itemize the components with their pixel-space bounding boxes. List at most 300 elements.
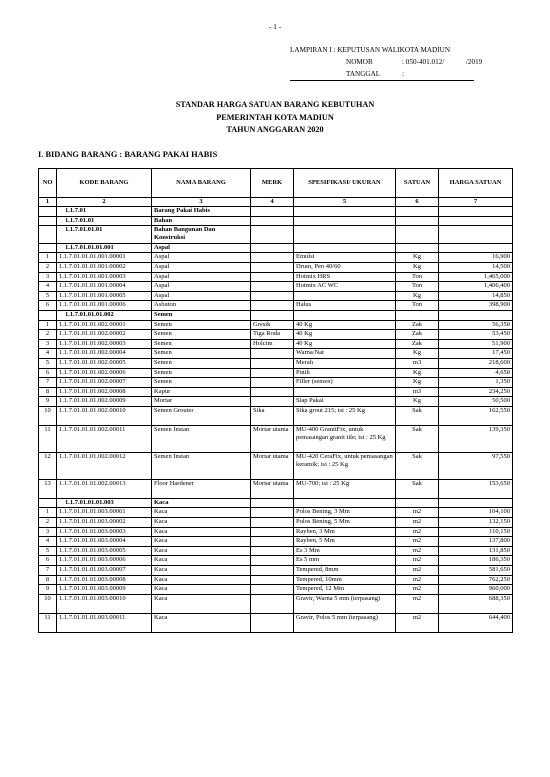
cell-merk	[251, 310, 294, 320]
document-heading	[0, 99, 550, 137]
cell-spec	[294, 216, 396, 226]
cell-code: 1.1.7.01.01.01.003.00006	[57, 556, 152, 566]
table-row	[39, 585, 513, 595]
cell-name: Kaca	[152, 508, 251, 518]
cell-spec: Siap Pakai	[294, 397, 396, 407]
cell-unit: m2	[396, 527, 439, 537]
cell-code: 1.1.7.01.01.01.002.00013	[57, 479, 152, 498]
col-number: 6	[396, 198, 439, 207]
cell-name: Kaca	[152, 594, 251, 613]
cell-code: 1.1.7.01.01.01.003.00004	[57, 537, 152, 547]
cell-unit	[396, 207, 439, 217]
cell-spec: Drum, Pen 40/60	[294, 262, 396, 272]
cell-unit	[396, 243, 439, 253]
cell-code: 1.1.7.01	[57, 207, 152, 217]
cell-price: 581,650	[439, 566, 513, 576]
cell-no: 7	[39, 566, 57, 576]
cell-unit: Sak	[396, 479, 439, 498]
cell-name: Semen	[152, 330, 251, 340]
cell-code: 1.1.7.01.01.01.003.00003	[57, 527, 152, 537]
cell-code: 1.1.7.01.01.01.001.00006	[57, 301, 152, 311]
cell-code: 1.1.7.01.01.01.003.00009	[57, 585, 152, 595]
cell-merk	[251, 498, 294, 508]
cell-no: 3	[39, 272, 57, 282]
cell-name: Asbuton	[152, 301, 251, 311]
col-number: 1	[39, 198, 57, 207]
cell-unit: Zak	[396, 330, 439, 340]
cell-unit: Sak	[396, 406, 439, 425]
cell-no: 7	[39, 378, 57, 388]
cell-spec	[294, 243, 396, 253]
cell-code: 1.1.7.01.01.01.002.00012	[57, 452, 152, 479]
header-no: NO	[39, 169, 57, 198]
cell-code: 1.1.7.01.01.01.001.00002	[57, 262, 152, 272]
cell-name: Kaca	[152, 518, 251, 528]
col-number: 4	[251, 198, 294, 207]
cell-unit: m3	[396, 387, 439, 397]
cell-unit: m2	[396, 575, 439, 585]
cell-price: 762,250	[439, 575, 513, 585]
cell-no	[39, 498, 57, 508]
cell-merk	[251, 378, 294, 388]
cell-unit: m2	[396, 537, 439, 547]
cell-unit: Sak	[396, 452, 439, 479]
cell-spec: Filler (semen)	[294, 378, 396, 388]
header-merk: MERK	[251, 169, 294, 198]
cell-name: Aspal	[152, 262, 251, 272]
cell-no: 2	[39, 262, 57, 272]
cell-price: 139,350	[439, 425, 513, 452]
cell-name: Kaca	[152, 556, 251, 566]
cell-merk	[251, 508, 294, 518]
cell-unit	[396, 310, 439, 320]
cell-name: Aspal	[152, 282, 251, 292]
cell-spec: Emulsi	[294, 253, 396, 263]
cell-price	[439, 310, 513, 320]
cell-unit: Kg	[396, 397, 439, 407]
cell-price: 398,900	[439, 301, 513, 311]
cell-name: Semen	[152, 339, 251, 349]
cell-merk	[251, 291, 294, 301]
col-number: 3	[152, 198, 251, 207]
cell-price: 14,850	[439, 291, 513, 301]
cell-spec: Tempered, 10mm	[294, 575, 396, 585]
cell-price	[439, 216, 513, 226]
table-row	[39, 349, 513, 359]
cell-price: 960,000	[439, 585, 513, 595]
price-table	[38, 168, 513, 633]
cell-price: 110,150	[439, 527, 513, 537]
cell-spec: Hotmix AC WC	[294, 282, 396, 292]
table-row	[39, 387, 513, 397]
cell-spec: 40 Kg	[294, 339, 396, 349]
col-number: 7	[439, 198, 513, 207]
cell-price	[439, 207, 513, 217]
group-row	[39, 243, 513, 253]
cell-code: 1.1.7.01.01.01.002.00004	[57, 349, 152, 359]
table-row	[39, 546, 513, 556]
cell-spec: Gravir, Warna 5 mm (terpasang)	[294, 594, 396, 613]
cell-spec: Merah	[294, 358, 396, 368]
cell-spec: Polos Bening, 3 Mm	[294, 508, 396, 518]
cell-code: 1.1.7.01.01.01.001.00003	[57, 272, 152, 282]
cell-name: Kaca	[152, 498, 251, 508]
cell-unit: Kg	[396, 368, 439, 378]
cell-spec: Warna/Nat	[294, 349, 396, 359]
cell-name: Aspal	[152, 253, 251, 263]
cell-no: 9	[39, 585, 57, 595]
cell-no: 2	[39, 518, 57, 528]
cell-merk	[251, 272, 294, 282]
col-number: 5	[294, 198, 396, 207]
cell-unit: Kg	[396, 262, 439, 272]
cell-unit: m2	[396, 508, 439, 518]
cell-merk	[251, 253, 294, 263]
cell-no: 9	[39, 397, 57, 407]
heading-line-2: PEMERINTAH KOTA MADIUN	[216, 112, 334, 122]
cell-code: 1.1.7.01.01.01.002.00001	[57, 320, 152, 330]
cell-code: 1.1.7.01.01.01.003.00010	[57, 594, 152, 613]
cell-merk: Sika	[251, 406, 294, 425]
cell-merk	[251, 537, 294, 547]
cell-merk: Gresik	[251, 320, 294, 330]
lampiran-title: LAMPIRAN I : KEPUTUSAN WALIKOTA MADIUN	[290, 46, 451, 54]
cell-merk	[251, 262, 294, 272]
cell-merk	[251, 243, 294, 253]
cell-code: 1.1.7.01.01.01.002.00009	[57, 397, 152, 407]
table-row	[39, 282, 513, 292]
cell-spec	[294, 387, 396, 397]
cell-no: 6	[39, 368, 57, 378]
cell-price: 97,550	[439, 452, 513, 479]
cell-price: 137,800	[439, 537, 513, 547]
cell-code: 1.1.7.01.01.01.001.00005	[57, 291, 152, 301]
cell-merk	[251, 349, 294, 359]
cell-merk: Mortar utama	[251, 479, 294, 498]
cell-spec	[294, 207, 396, 217]
cell-name: Floor Hardener	[152, 479, 251, 498]
cell-code: 1.1.7.01.01.01.003.00007	[57, 566, 152, 576]
cell-code: 1.1.7.01.01.01.003.00011	[57, 613, 152, 632]
cell-price: 14,500	[439, 262, 513, 272]
cell-code: 1.1.7.01.01.01.003.00002	[57, 518, 152, 528]
table-row	[39, 358, 513, 368]
table-row	[39, 378, 513, 388]
cell-unit: Ton	[396, 282, 439, 292]
cell-unit: m2	[396, 613, 439, 632]
group-row	[39, 216, 513, 226]
cell-no: 5	[39, 546, 57, 556]
nomor-label: NOMOR	[346, 58, 373, 66]
section-title: I. BIDANG BARANG : BARANG PAKAI HABIS	[38, 150, 218, 159]
table-row	[39, 518, 513, 528]
table-row	[39, 556, 513, 566]
nomor-value: : 050-401.012/ /2019	[402, 58, 483, 66]
cell-name: Kaca	[152, 585, 251, 595]
header-kode: KODE BARANG	[57, 169, 152, 198]
cell-no: 11	[39, 425, 57, 452]
cell-name: Kaca	[152, 613, 251, 632]
cell-name: Aspal	[152, 272, 251, 282]
cell-price: 218,600	[439, 358, 513, 368]
cell-code: 1.1.7.01.01.01.001	[57, 243, 152, 253]
cell-merk: Mortar utama	[251, 452, 294, 479]
cell-spec: Tempered, 12 Mm	[294, 585, 396, 595]
table-row	[39, 508, 513, 518]
page-number: - 1 -	[268, 22, 282, 31]
cell-no: 4	[39, 349, 57, 359]
cell-no: 6	[39, 556, 57, 566]
cell-price: 1,406,400	[439, 282, 513, 292]
cell-price: 153,650	[439, 479, 513, 498]
table-row	[39, 262, 513, 272]
cell-spec: Rayben, 3 Mm	[294, 527, 396, 537]
cell-no: 1	[39, 320, 57, 330]
cell-merk: Mortar utama	[251, 425, 294, 452]
cell-code: 1.1.7.01.01	[57, 216, 152, 226]
cell-price: 1,465,000	[439, 272, 513, 282]
cell-name: Mortar	[152, 397, 251, 407]
table-row	[39, 594, 513, 613]
cell-unit: Kg	[396, 253, 439, 263]
cell-merk	[251, 368, 294, 378]
cell-name: Semen	[152, 378, 251, 388]
header-spesifikasi: SPESIFIKASI/ UKURAN	[294, 169, 396, 198]
cell-price: 104,100	[439, 508, 513, 518]
cell-code: 1.1.7.01.01.01	[57, 226, 152, 244]
cell-no: 6	[39, 301, 57, 311]
cell-no: 13	[39, 479, 57, 498]
cell-name: Semen	[152, 320, 251, 330]
cell-price: 688,350	[439, 594, 513, 613]
tanggal-row	[290, 68, 482, 81]
cell-unit	[396, 498, 439, 508]
cell-code: 1.1.7.01.01.01.001.00004	[57, 282, 152, 292]
table-row	[39, 320, 513, 330]
cell-no: 1	[39, 508, 57, 518]
cell-unit: Sak	[396, 425, 439, 452]
cell-spec: MU-700; isi : 25 Kg	[294, 479, 396, 498]
cell-name: Barang Pakai Habis	[152, 207, 251, 217]
cell-no	[39, 243, 57, 253]
cell-name: Semen	[152, 368, 251, 378]
cell-merk	[251, 282, 294, 292]
cell-unit: Zak	[396, 320, 439, 330]
cell-spec	[294, 226, 396, 244]
cell-unit: m3	[396, 358, 439, 368]
cell-merk	[251, 358, 294, 368]
tanggal-value: :	[290, 68, 474, 81]
cell-spec: MU-400 GranitFix, untuk pemasangan granit tile; isi : 25 Kg	[294, 425, 396, 452]
cell-spec: Rayben, 5 Mm	[294, 537, 396, 547]
cell-unit: m2	[396, 585, 439, 595]
cell-price: 131,850	[439, 546, 513, 556]
cell-name: Kaca	[152, 546, 251, 556]
cell-unit: m2	[396, 546, 439, 556]
lampiran-block	[290, 44, 482, 81]
cell-code: 1.1.7.01.01.01.002	[57, 310, 152, 320]
cell-code: 1.1.7.01.01.01.001.00001	[57, 253, 152, 263]
cell-unit: Kg	[396, 378, 439, 388]
cell-merk	[251, 387, 294, 397]
cell-no: 10	[39, 406, 57, 425]
cell-price: 16,900	[439, 253, 513, 263]
cell-name: Kaca	[152, 575, 251, 585]
cell-no: 3	[39, 527, 57, 537]
table-row	[39, 339, 513, 349]
cell-spec	[294, 498, 396, 508]
table-body	[39, 207, 513, 633]
table-row	[39, 368, 513, 378]
cell-no	[39, 310, 57, 320]
cell-spec: Polos Bening, 5 Mm	[294, 518, 396, 528]
table-row	[39, 575, 513, 585]
cell-spec: Tempered, 8mm	[294, 566, 396, 576]
table-row	[39, 406, 513, 425]
cell-price: 644,400	[439, 613, 513, 632]
table-row	[39, 537, 513, 547]
cell-unit: m2	[396, 518, 439, 528]
cell-code: 1.1.7.01.01.01.002.00010	[57, 406, 152, 425]
cell-merk	[251, 226, 294, 244]
cell-price	[439, 243, 513, 253]
table-row	[39, 397, 513, 407]
cell-unit: m2	[396, 594, 439, 613]
cell-merk	[251, 594, 294, 613]
cell-price	[439, 498, 513, 508]
cell-spec	[294, 310, 396, 320]
cell-spec: 40 Kg	[294, 320, 396, 330]
cell-code: 1.1.7.01.01.01.003.00005	[57, 546, 152, 556]
cell-merk	[251, 556, 294, 566]
table-row	[39, 425, 513, 452]
cell-no: 10	[39, 594, 57, 613]
table-row	[39, 330, 513, 340]
cell-no: 8	[39, 387, 57, 397]
cell-name: Aspal	[152, 291, 251, 301]
cell-spec: Sika grout 215; isi : 25 Kg	[294, 406, 396, 425]
cell-no: 12	[39, 452, 57, 479]
cell-name: Aspal	[152, 243, 251, 253]
cell-spec: Es 5 mm	[294, 556, 396, 566]
table-row	[39, 566, 513, 576]
cell-code: 1.1.7.01.01.01.002.00007	[57, 378, 152, 388]
cell-no: 5	[39, 358, 57, 368]
cell-spec: Gravir, Polos 5 mm (terpasang)	[294, 613, 396, 632]
cell-name: Semen	[152, 349, 251, 359]
nomor-row	[290, 56, 482, 68]
cell-unit	[396, 216, 439, 226]
cell-no: 1	[39, 253, 57, 263]
cell-spec: Halus	[294, 301, 396, 311]
cell-spec	[294, 291, 396, 301]
group-row	[39, 310, 513, 320]
cell-code: 1.1.7.01.01.01.002.00005	[57, 358, 152, 368]
cell-no: 5	[39, 291, 57, 301]
cell-code: 1.1.7.01.01.01.002.00006	[57, 368, 152, 378]
cell-unit: Ton	[396, 272, 439, 282]
cell-code: 1.1.7.01.01.01.002.00003	[57, 339, 152, 349]
cell-price: 186,350	[439, 556, 513, 566]
cell-price: 132,150	[439, 518, 513, 528]
cell-code: 1.1.7.01.01.01.003	[57, 498, 152, 508]
cell-merk: Tiga Roda	[251, 330, 294, 340]
cell-code: 1.1.7.01.01.01.002.00008	[57, 387, 152, 397]
cell-unit: Ton	[396, 301, 439, 311]
cell-merk	[251, 397, 294, 407]
cell-name: Kaca	[152, 566, 251, 576]
cell-no: 2	[39, 330, 57, 340]
cell-name: Semen	[152, 310, 251, 320]
cell-merk	[251, 216, 294, 226]
cell-spec: Hotmix HRS	[294, 272, 396, 282]
cell-no: 8	[39, 575, 57, 585]
cell-unit: m2	[396, 556, 439, 566]
cell-merk	[251, 207, 294, 217]
cell-price: 53,450	[439, 330, 513, 340]
cell-merk	[251, 301, 294, 311]
cell-spec: Es 3 Mm	[294, 546, 396, 556]
table-row	[39, 272, 513, 282]
table-row	[39, 613, 513, 632]
cell-unit: Kg	[396, 291, 439, 301]
cell-no: 11	[39, 613, 57, 632]
cell-price: 162,550	[439, 406, 513, 425]
cell-merk	[251, 527, 294, 537]
cell-name: Kaca	[152, 537, 251, 547]
table-row	[39, 253, 513, 263]
cell-price	[439, 226, 513, 244]
cell-name: Kaca	[152, 527, 251, 537]
cell-unit	[396, 226, 439, 244]
cell-name: Bahan Bangunan Dan Konstruksi	[152, 226, 251, 244]
table-row	[39, 291, 513, 301]
cell-code: 1.1.7.01.01.01.002.00011	[57, 425, 152, 452]
cell-merk	[251, 566, 294, 576]
cell-merk	[251, 585, 294, 595]
cell-no	[39, 226, 57, 244]
cell-price: 1,350	[439, 378, 513, 388]
cell-merk	[251, 518, 294, 528]
group-row	[39, 207, 513, 217]
cell-name: Semen	[152, 358, 251, 368]
cell-code: 1.1.7.01.01.01.002.00002	[57, 330, 152, 340]
cell-merk: Holcim	[251, 339, 294, 349]
header-nama: NAMA BARANG	[152, 169, 251, 198]
cell-name: Bahan	[152, 216, 251, 226]
cell-no	[39, 216, 57, 226]
cell-unit: Zak	[396, 339, 439, 349]
cell-name: Semen Instan	[152, 425, 251, 452]
cell-price: 51,900	[439, 339, 513, 349]
cell-price: 17,450	[439, 349, 513, 359]
table-row	[39, 479, 513, 498]
heading-line-1: STANDAR HARGA SATUAN BARANG KEBUTUHAN	[175, 100, 375, 109]
header-satuan: SATUAN	[396, 169, 439, 198]
cell-no	[39, 207, 57, 217]
header-harga: HARGA SATUAN	[439, 169, 513, 198]
cell-no: 4	[39, 282, 57, 292]
cell-code: 1.1.7.01.01.01.003.00001	[57, 508, 152, 518]
cell-code: 1.1.7.01.01.01.003.00008	[57, 575, 152, 585]
group-row	[39, 498, 513, 508]
cell-price: 234,250	[439, 387, 513, 397]
col-number: 2	[57, 198, 152, 207]
cell-spec: MU-420 CeraFix, untuk pemasangan keramik; isi : 25 Kg	[294, 452, 396, 479]
cell-price: 4,650	[439, 368, 513, 378]
heading-line-3: TAHUN ANGGARAN 2020	[226, 125, 324, 134]
cell-price: 50,500	[439, 397, 513, 407]
